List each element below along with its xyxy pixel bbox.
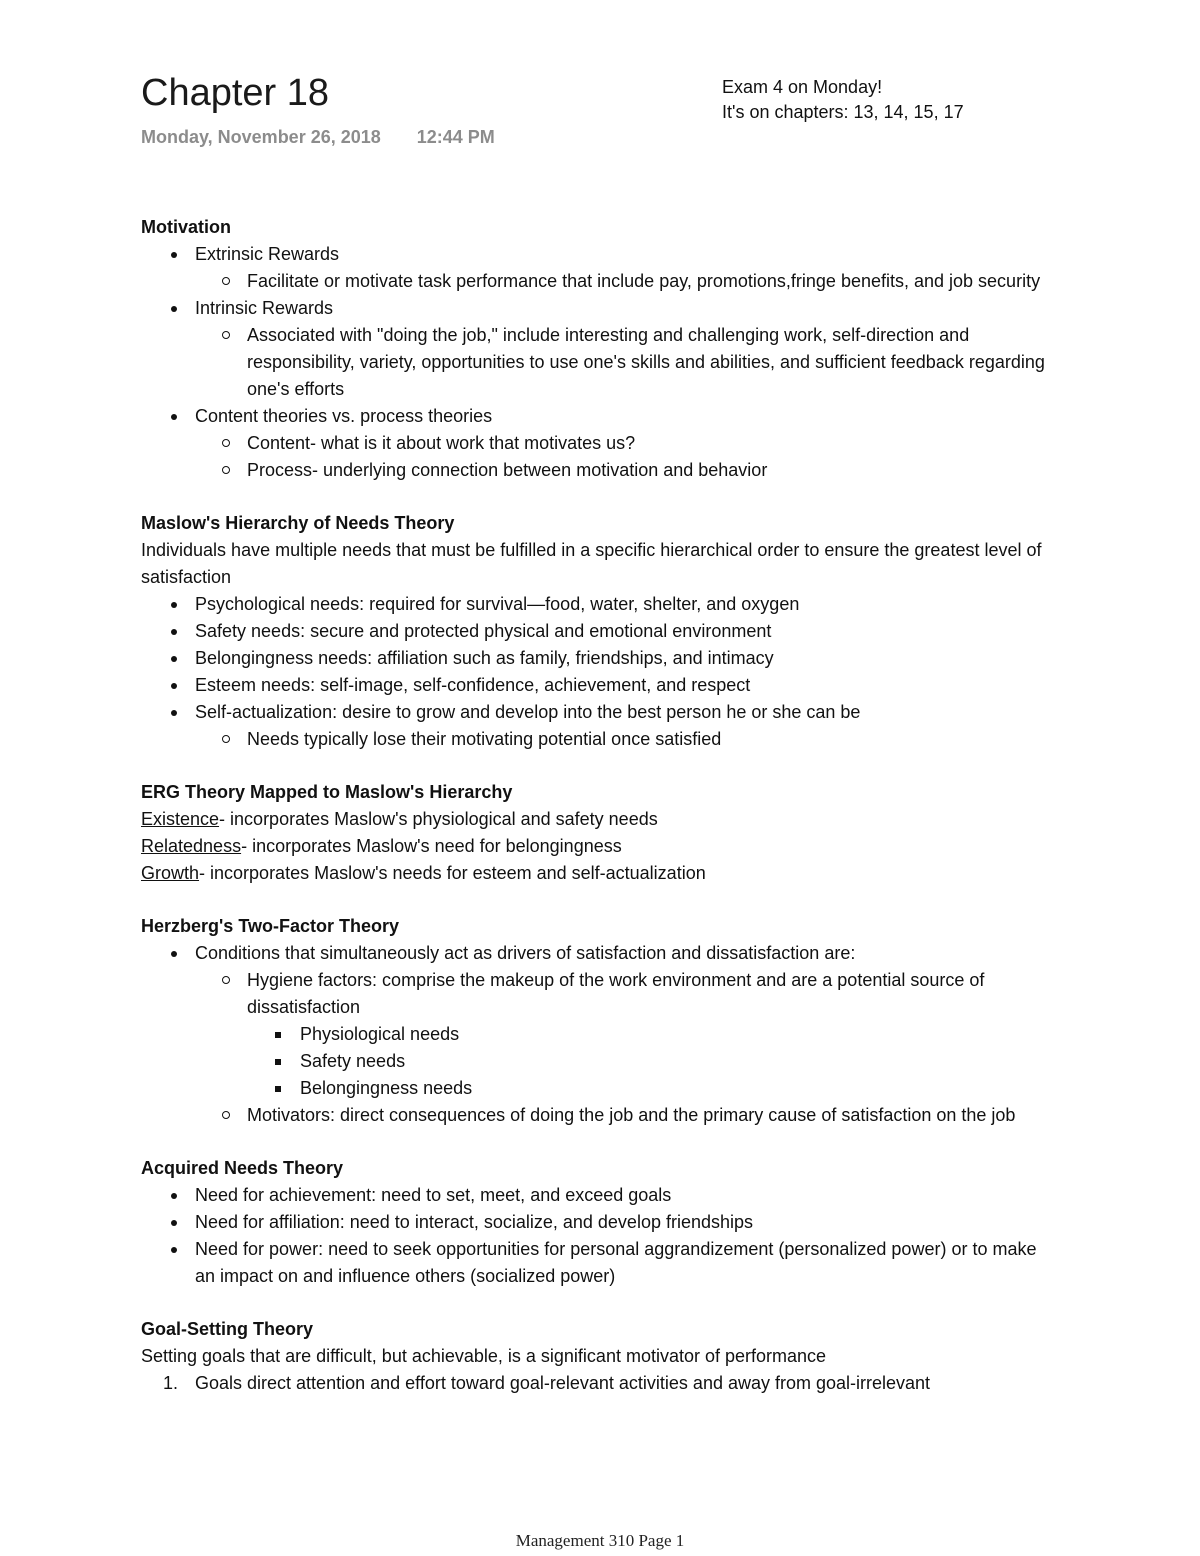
list-item: Hygiene factors: comprise the makeup of the work environment and are a potential source of dissatisfaction [141, 967, 1061, 1021]
list-item [141, 1370, 1061, 1397]
list-item: Need for affiliation: need to interact, socialize, and develop friendships [141, 1209, 1061, 1236]
page-title: Chapter 18 [141, 72, 330, 114]
list-item: Belongingness needs: affiliation such as family, friendships, and intimacy [141, 645, 1061, 672]
section-heading-erg: ERG Theory Mapped to Maslow's Hierarchy [141, 782, 513, 802]
acquired-list [141, 1182, 1061, 1290]
page-datetime [141, 127, 495, 148]
exam-note [722, 75, 964, 125]
list-item: Extrinsic Rewards [141, 241, 1061, 268]
list-item: Conditions that simultaneously act as drivers of satisfaction and dissatisfaction are: [141, 940, 1061, 967]
erg-growth [141, 860, 1061, 887]
exam-note-line-1: Exam 4 on Monday! [722, 77, 883, 97]
list-item-text: Goals direct attention and effort toward goal-relevant activities and away from goal-irrelevant [195, 1373, 931, 1393]
erg-definition: - incorporates Maslow's need for belongingness [241, 836, 622, 856]
list-item: Self-actualization: desire to grow and develop into the best person he or she can be [141, 699, 1061, 726]
list-item: Safety needs [141, 1048, 1061, 1075]
erg-term: Existence [141, 809, 220, 829]
list-item: Motivators: direct consequences of doing the job and the primary cause of satisfaction on the job [141, 1102, 1061, 1129]
erg-term: Growth [141, 863, 200, 883]
goal-intro: Setting goals that are difficult, but achievable, is a significant motivator of performance [141, 1346, 827, 1366]
list-item: Physiological needs [141, 1021, 1061, 1048]
list-item: Facilitate or motivate task performance that include pay, promotions,fringe benefits, and job security [141, 268, 1061, 295]
erg-existence [141, 806, 1061, 833]
maslow-list [141, 591, 1061, 753]
section-heading-maslow: Maslow's Hierarchy of Needs Theory [141, 513, 455, 533]
herzberg-list [141, 940, 1061, 1129]
erg-definition: - incorporates Maslow's needs for esteem and self-actualization [199, 863, 706, 883]
section-heading-herzberg: Herzberg's Two-Factor Theory [141, 916, 399, 936]
page-date: Monday, November 26, 2018 [141, 127, 381, 147]
motivation-list [141, 241, 1061, 484]
exam-note-line-2: It's on chapters: 13, 14, 15, 17 [722, 102, 964, 122]
note-body [141, 214, 1061, 1397]
page-footer: Management 310 Page 1 [515, 1531, 685, 1550]
list-item: Intrinsic Rewards [141, 295, 1061, 322]
list-item: Need for achievement: need to set, meet, and exceed goals [141, 1182, 1061, 1209]
list-item: Psychological needs: required for survival—food, water, shelter, and oxygen [141, 591, 1061, 618]
list-item: Needs typically lose their motivating potential once satisfied [141, 726, 1061, 753]
goal-list [141, 1370, 1061, 1397]
list-item: Content theories vs. process theories [141, 403, 1061, 430]
erg-term: Relatedness [141, 836, 242, 856]
list-item: Belongingness needs [141, 1075, 1061, 1102]
list-item: Need for power: need to seek opportunities for personal aggrandizement (personalized power) or to make an impact on and influence others (socialized power) [141, 1236, 1061, 1290]
list-item: Process- underlying connection between motivation and behavior [141, 457, 1061, 484]
list-item: Content- what is it about work that motivates us? [141, 430, 1061, 457]
erg-relatedness [141, 833, 1061, 860]
list-item: Safety needs: secure and protected physical and emotional environment [141, 618, 1061, 645]
erg-definition: - incorporates Maslow's physiological and safety needs [219, 809, 658, 829]
list-item: Esteem needs: self-image, self-confidence, achievement, and respect [141, 672, 1061, 699]
page-time: 12:44 PM [416, 127, 495, 147]
section-heading-acquired: Acquired Needs Theory [141, 1158, 344, 1178]
maslow-intro: Individuals have multiple needs that must be fulfilled in a specific hierarchical order to ensure the greatest level of satisfaction [141, 540, 1042, 587]
list-number: 1. [163, 1373, 179, 1393]
list-item: Associated with "doing the job," include interesting and challenging work, self-direction and responsibility, variety, opportunities to use one's skills and abilities, and sufficient feedback regarding one's efforts [141, 322, 1061, 403]
section-heading-motivation: Motivation [141, 217, 231, 237]
section-heading-goal: Goal-Setting Theory [141, 1319, 314, 1339]
